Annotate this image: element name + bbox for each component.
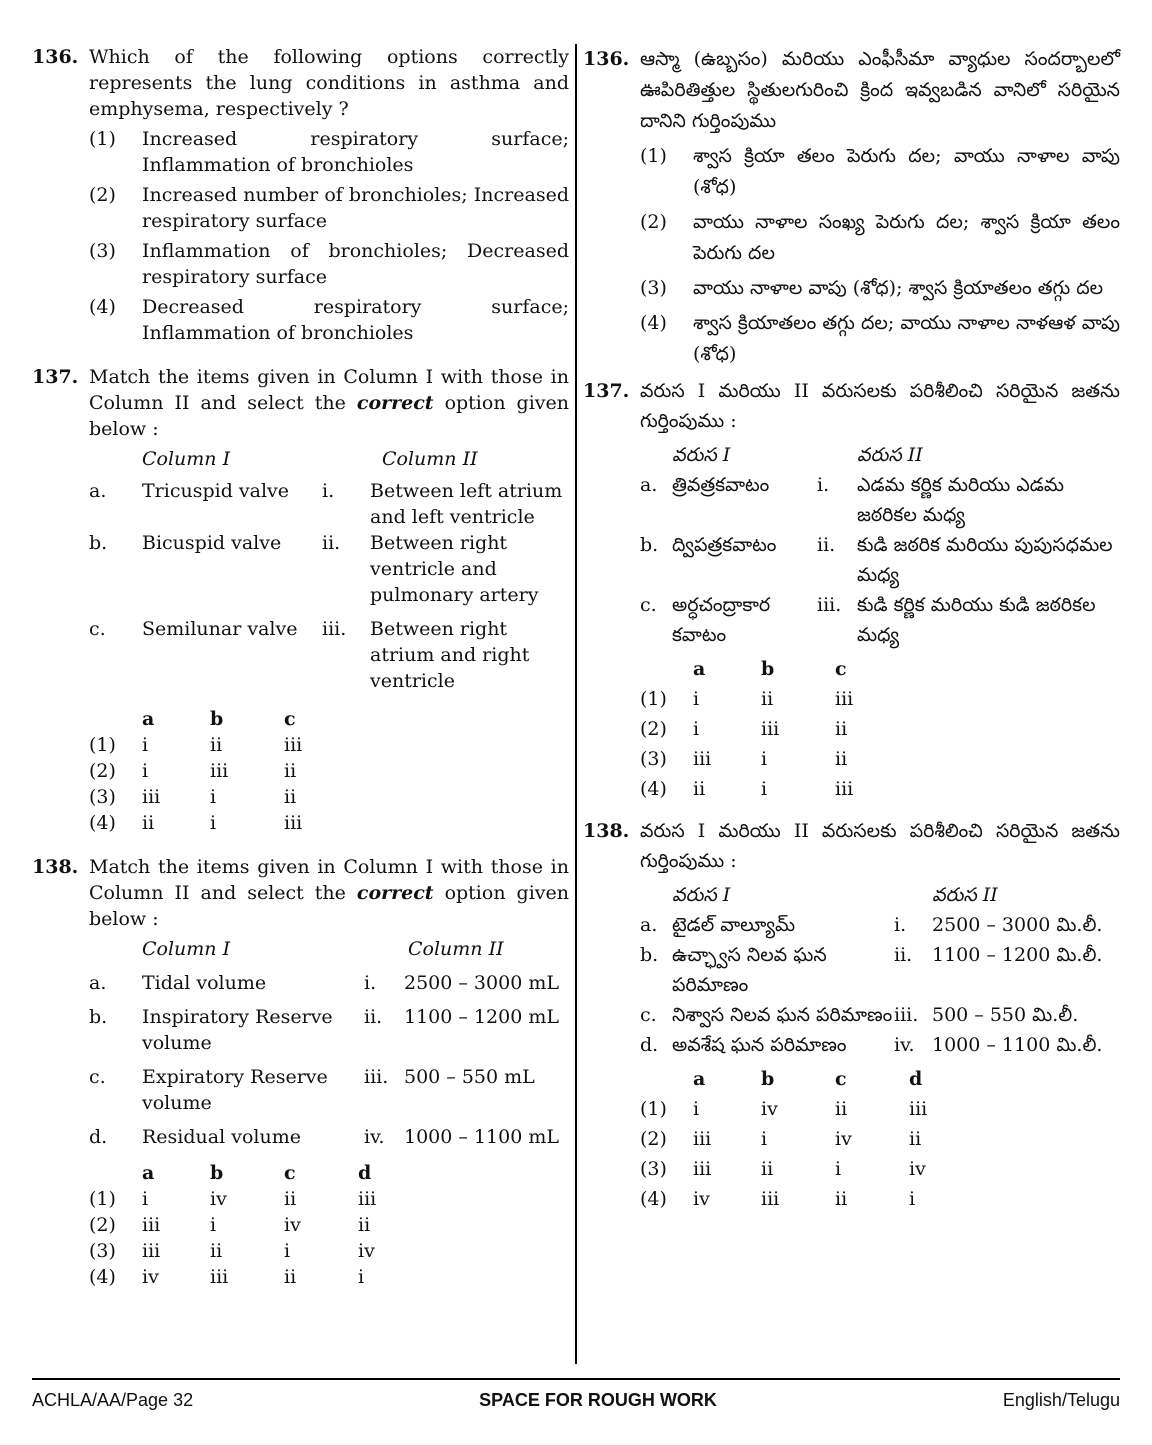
option-2: (2) వాయు నాళాల సంఖ్య పెరుగు దల; శ్వాస క్రియా తలం పెరుగు దల	[640, 211, 1120, 264]
match-row: b. Inspiratory Reserve volume ii. 1100 – 1200 mL	[89, 1006, 559, 1054]
question-number: 136.	[583, 48, 630, 70]
match-row: d. Residual volume iv. 1000 – 1100 mL	[89, 1126, 559, 1148]
match-row: c. Expiratory Reserve volume iii. 500 – 550 mL	[89, 1066, 535, 1114]
answer-table: a b c d (1) i iv ii iii (2) iii i iv ii (3) iii ii i iv (4) iv iii ii i	[640, 1064, 969, 1214]
question-text: Which of the following options correctly represents the lung conditions in asthma and emphysema, respectively ?	[89, 46, 569, 120]
answer-option-2: (2) i iii ii	[640, 718, 848, 740]
language-label: English/Telugu	[1002, 1390, 1120, 1410]
match-row: b. Bicuspid valve ii. Between right ventricle and pulmonary artery	[89, 532, 539, 606]
match-table: Column I Column II a. Tidal volume i. 2500 – 3000 mL b. Inspiratory Reserve volume ii. 1100 – 1200 mL c. Expiratory Reserve volume iii. 500 – 550 mL d. Residual volume iv. 1000 – 1100 mL	[89, 936, 569, 1156]
answer-option-4: (4) ii i iii	[640, 778, 854, 800]
question-137-en	[32, 364, 569, 836]
match-table: వరుస I వరుస II a. త్రివత్రకవాటం i. ఎడమ కర్ణిక మరియు ఎడమ జఠరికల మధ్య b. ద్విపత్రకవాటం ii. కుడి జఠరిక మరియు పుపుసధమల మధ్య c. అర్ధచంద్రాకార కవాటం iii. కుడి కర్ణిక మరియు కుడి జఠరికల మధ్య	[640, 440, 1115, 650]
option-4: (4) శ్వాస క్రియాతలం తగ్గు దల; వాయు నాళాల నాళఆళ వాపు (శోధ)	[640, 312, 1120, 365]
match-row: c. అర్ధచంద్రాకార కవాటం iii. కుడి కర్ణిక మరియు కుడి జఠరికల మధ్య	[640, 594, 1096, 646]
english-column	[32, 44, 569, 1290]
question-number: 137.	[583, 380, 630, 402]
telugu-column	[583, 44, 1120, 1214]
match-row: c. Semilunar valve iii. Between right atrium and right ventricle	[89, 618, 530, 692]
match-row: a. త్రివత్రకవాటం i. ఎడమ కర్ణిక మరియు ఎడమ జఠరికల మధ్య	[640, 474, 1064, 526]
answer-option-4: (4) iv iii ii i	[89, 1266, 365, 1288]
question-136-te	[583, 44, 1120, 370]
answer-table: a b c (1) i ii iii (2) i iii ii (3) iii i ii (4) ii i iii	[640, 654, 909, 804]
answer-option-1: (1) i ii iii	[89, 734, 303, 756]
option-2: (2) Increased number of bronchioles; Increased respiratory surface	[89, 184, 569, 232]
answer-table: a b c (1) i ii iii (2) i iii ii (3) iii i ii (4) ii i iii	[89, 706, 358, 836]
question-138-te	[583, 816, 1120, 1214]
question-text: వరుస I మరియు II వరుసలకు పరిశీలించి సరియైన జతను గుర్తింపుము :	[640, 820, 1120, 872]
answer-option-4: (4) iv iii ii i	[640, 1188, 916, 1210]
question-text: Match the items given in Column I with those in Column II and select the correct option given below :	[89, 366, 569, 440]
option-4: (4) Decreased respiratory surface; Inflammation of bronchioles	[89, 296, 569, 344]
rough-work-label: SPACE FOR ROUGH WORK	[479, 1390, 717, 1410]
match-row: d. అవశేష ఘన పరిమాణం iv. 1000 – 1100 మి.లీ.	[640, 1034, 1103, 1056]
match-table: వరుస I వరుస II a. టైడల్ వాల్యూమ్ i. 2500 – 3000 మి.లీ. b. ఉచ్ఛ్వాస నిలవ ఘన పరిమాణం ii. 1100 – 1200 మి.లీ. c. నిశ్వాస నిలవ ఘన పరిమాణం iii. 500 – 550 మి.లీ. d. అవశేష ఘన పరిమాణం iv. 1000 – 1100 మి.లీ.	[640, 880, 1115, 1060]
question-text: వరుస I మరియు II వరుసలకు పరిశీలించి సరియైన జతను గుర్తింపుము :	[640, 380, 1120, 432]
answer-option-4: (4) ii i iii	[89, 812, 303, 834]
page-code: ACHLA/AA/Page 32	[32, 1390, 194, 1410]
match-row: a. టైడల్ వాల్యూమ్ i. 2500 – 3000 మి.లీ.	[640, 914, 1103, 936]
question-136-en	[32, 44, 569, 346]
match-row: b. ద్విపత్రకవాటం ii. కుడి జఠరిక మరియు పుపుసధమల మధ్య	[640, 534, 1113, 586]
page-footer	[32, 1378, 1120, 1411]
question-text: Match the items given in Column I with those in Column II and select the correct option given below :	[89, 856, 569, 930]
answer-option-2: (2) iii i iv ii	[89, 1214, 371, 1236]
answer-option-2: (2) i iii ii	[89, 760, 297, 782]
question-number: 137.	[32, 366, 79, 388]
question-137-te	[583, 376, 1120, 804]
answer-option-3: (3) iii i ii	[89, 786, 297, 808]
match-row: b. ఉచ్ఛ్వాస నిలవ ఘన పరిమాణం ii. 1100 – 1200 మి.లీ.	[640, 944, 1103, 996]
column-divider	[575, 44, 577, 1364]
match-row: a. Tricuspid valve i. Between left atrium and left ventricle	[89, 480, 563, 528]
answer-table: a b c d (1) i iv ii iii (2) iii i iv ii (3) iii ii i iv (4) iv iii ii i	[89, 1160, 418, 1290]
question-138-en	[32, 854, 569, 1290]
match-row: c. నిశ్వాస నిలవ ఘన పరిమాణం iii. 500 – 550 మి.లీ.	[640, 1004, 1079, 1026]
answer-option-1: (1) i iv ii iii	[89, 1188, 377, 1210]
option-3: (3) వాయు నాళాల వాపు (శోధ); శ్వాస క్రియాతలం తగ్గు దల	[640, 277, 1104, 299]
answer-option-3: (3) iii ii i iv	[89, 1240, 375, 1262]
question-number: 138.	[583, 820, 630, 842]
question-number: 138.	[32, 856, 79, 878]
answer-option-3: (3) iii ii i iv	[640, 1158, 926, 1180]
question-text: ఆస్మా (ఉబ్బసం) మరియు ఎంఫీసీమా వ్యాధుల సందర్బాలలో ఊపిరితిత్తుల స్థితులగురించి క్రింద ఇవ్వబడిన వానిలో సరియైన దానిని గుర్తింపుము	[640, 48, 1120, 132]
answer-option-3: (3) iii i ii	[640, 748, 848, 770]
answer-option-1: (1) i iv ii iii	[640, 1098, 928, 1120]
option-3: (3) Inflammation of bronchioles; Decreased respiratory surface	[89, 240, 569, 288]
match-row: a. Tidal volume i. 2500 – 3000 mL	[89, 972, 559, 994]
option-1: (1) శ్వాస క్రియా తలం పెరుగు దల; వాయు నాళాల వాపు (శోధ)	[640, 145, 1120, 198]
question-number: 136.	[32, 46, 79, 68]
answer-option-2: (2) iii i iv ii	[640, 1128, 922, 1150]
match-table: Column I Column II a. Tricuspid valve i. Between left atrium and left ventricle b. Bicuspid valve ii. Between right ventricle and pulmonary artery c. Semilunar valve iii. Between right atrium and right ventricle	[89, 446, 569, 702]
option-1: (1) Increased respiratory surface; Inflammation of bronchioles	[89, 128, 569, 176]
answer-option-1: (1) i ii iii	[640, 688, 854, 710]
